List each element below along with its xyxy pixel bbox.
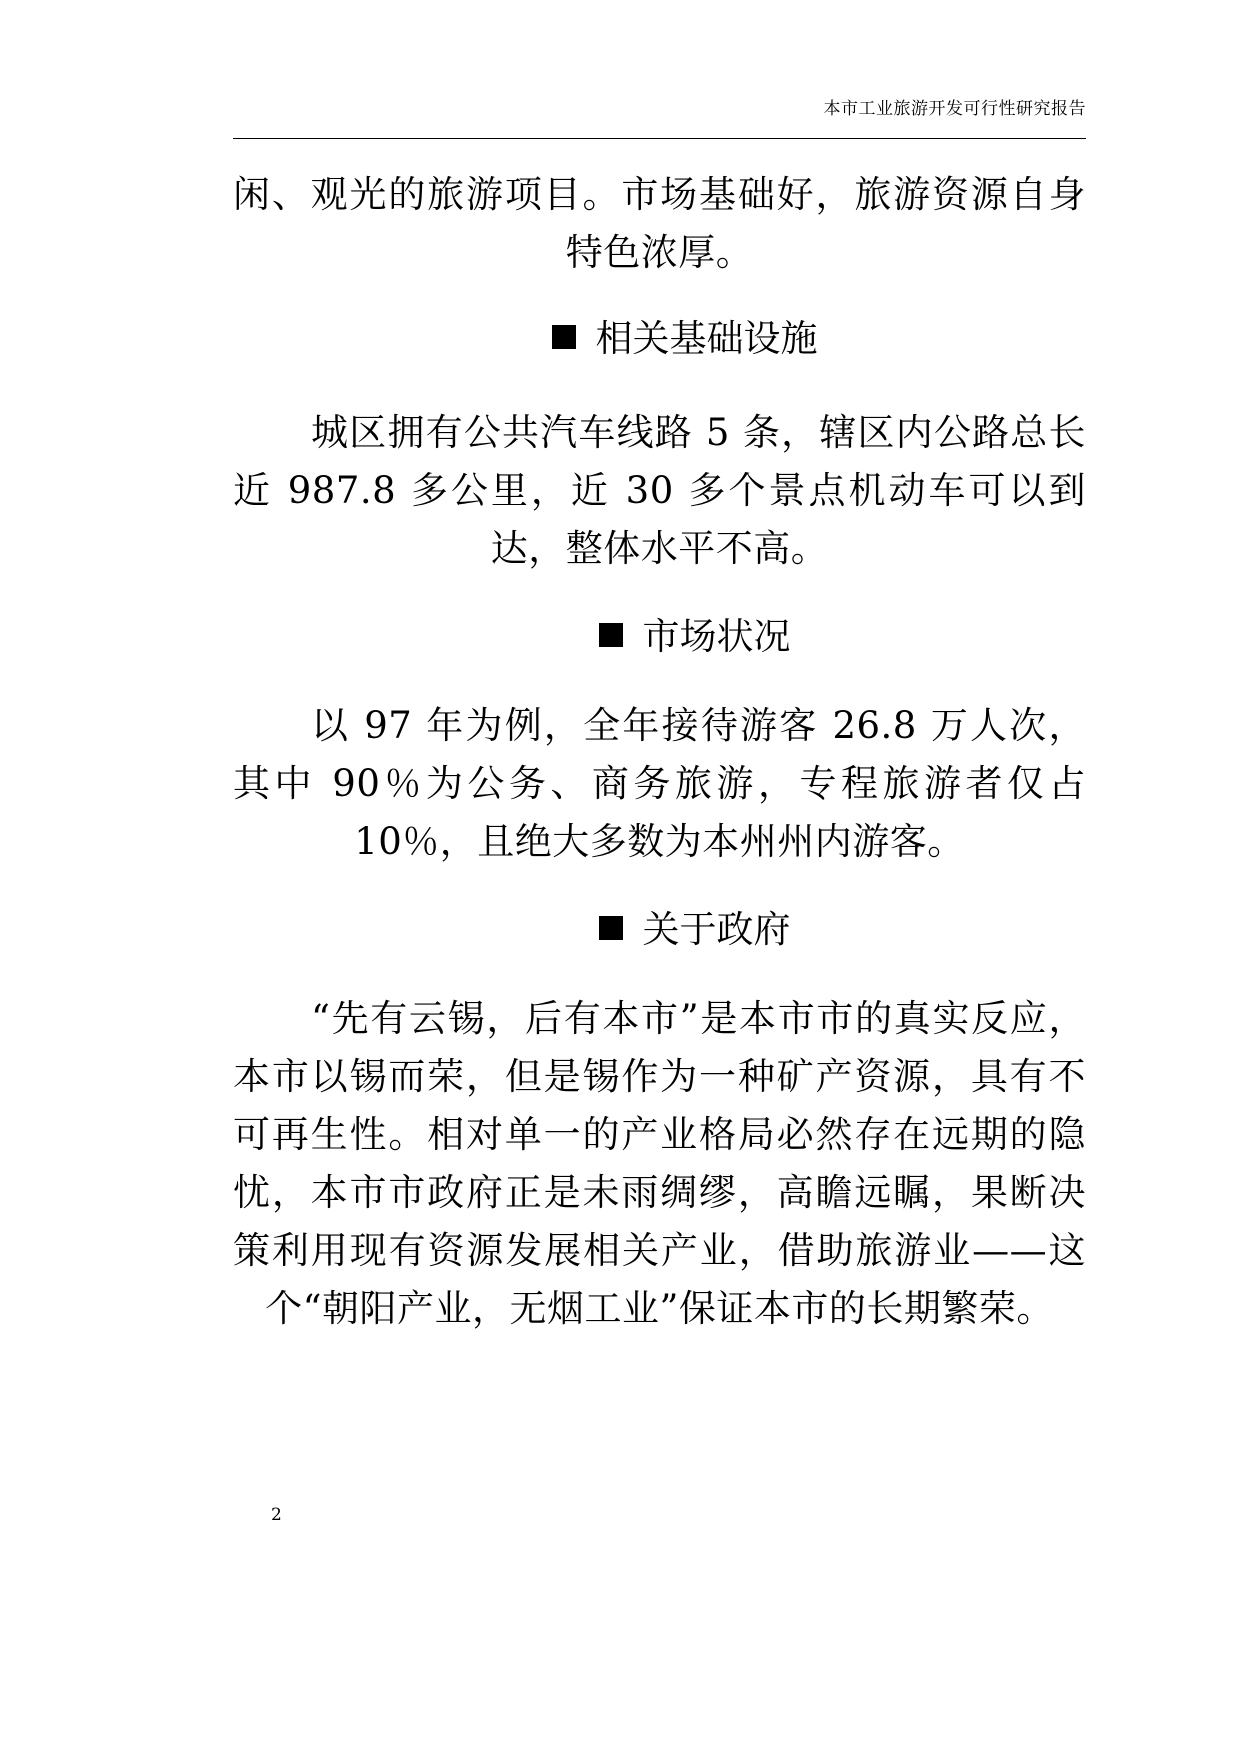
section-heading-government [233, 908, 1086, 952]
paragraph-infrastructure: 城区拥有公共汽车线路 5 条，辖区内公路总长近 987.8 多公里，近 30 多个景点机动车可以到达，整体水平不高。 [233, 411, 1086, 570]
section-heading-infrastructure-label: 相关基础设施 [595, 317, 818, 360]
page-number: 2 [271, 1505, 282, 1525]
black-square-bullet-icon [552, 325, 576, 349]
running-header-title: 本市工业旅游开发可行性研究报告 [823, 99, 1086, 119]
paragraph-market: 以 97 年为例，全年接待游客 26.8 万人次，其中 90％为公务、商务旅游，专程旅游者仅占 10％，且绝大多数为本州州内游客。 [233, 704, 1086, 863]
section-heading-infrastructure [233, 317, 1086, 361]
section-heading-government-label: 关于政府 [642, 908, 791, 951]
black-square-bullet-icon [599, 623, 623, 647]
paragraph-tourism-resources: 闲、观光的旅游项目。市场基础好，旅游资源自身特色浓厚。 [233, 173, 1086, 274]
header-rule [233, 138, 1086, 139]
section-heading-market-label: 市场状况 [642, 615, 791, 658]
section-heading-market [233, 615, 1086, 659]
black-square-bullet-icon [599, 916, 623, 940]
paragraph-government: “先有云锡，后有本市”是本市市的真实反应，本市以锡而荣，但是锡作为一种矿产资源，具有不可再生性。相对单一的产业格局必然存在远期的隐忧，本市市政府正是未雨绸缪，高瞻远瞩，果断决策利用现有资源发展相关产业，借助旅游业——这个“朝阳产业，无烟工业”保证本市的长期繁荣。 [233, 997, 1086, 1330]
